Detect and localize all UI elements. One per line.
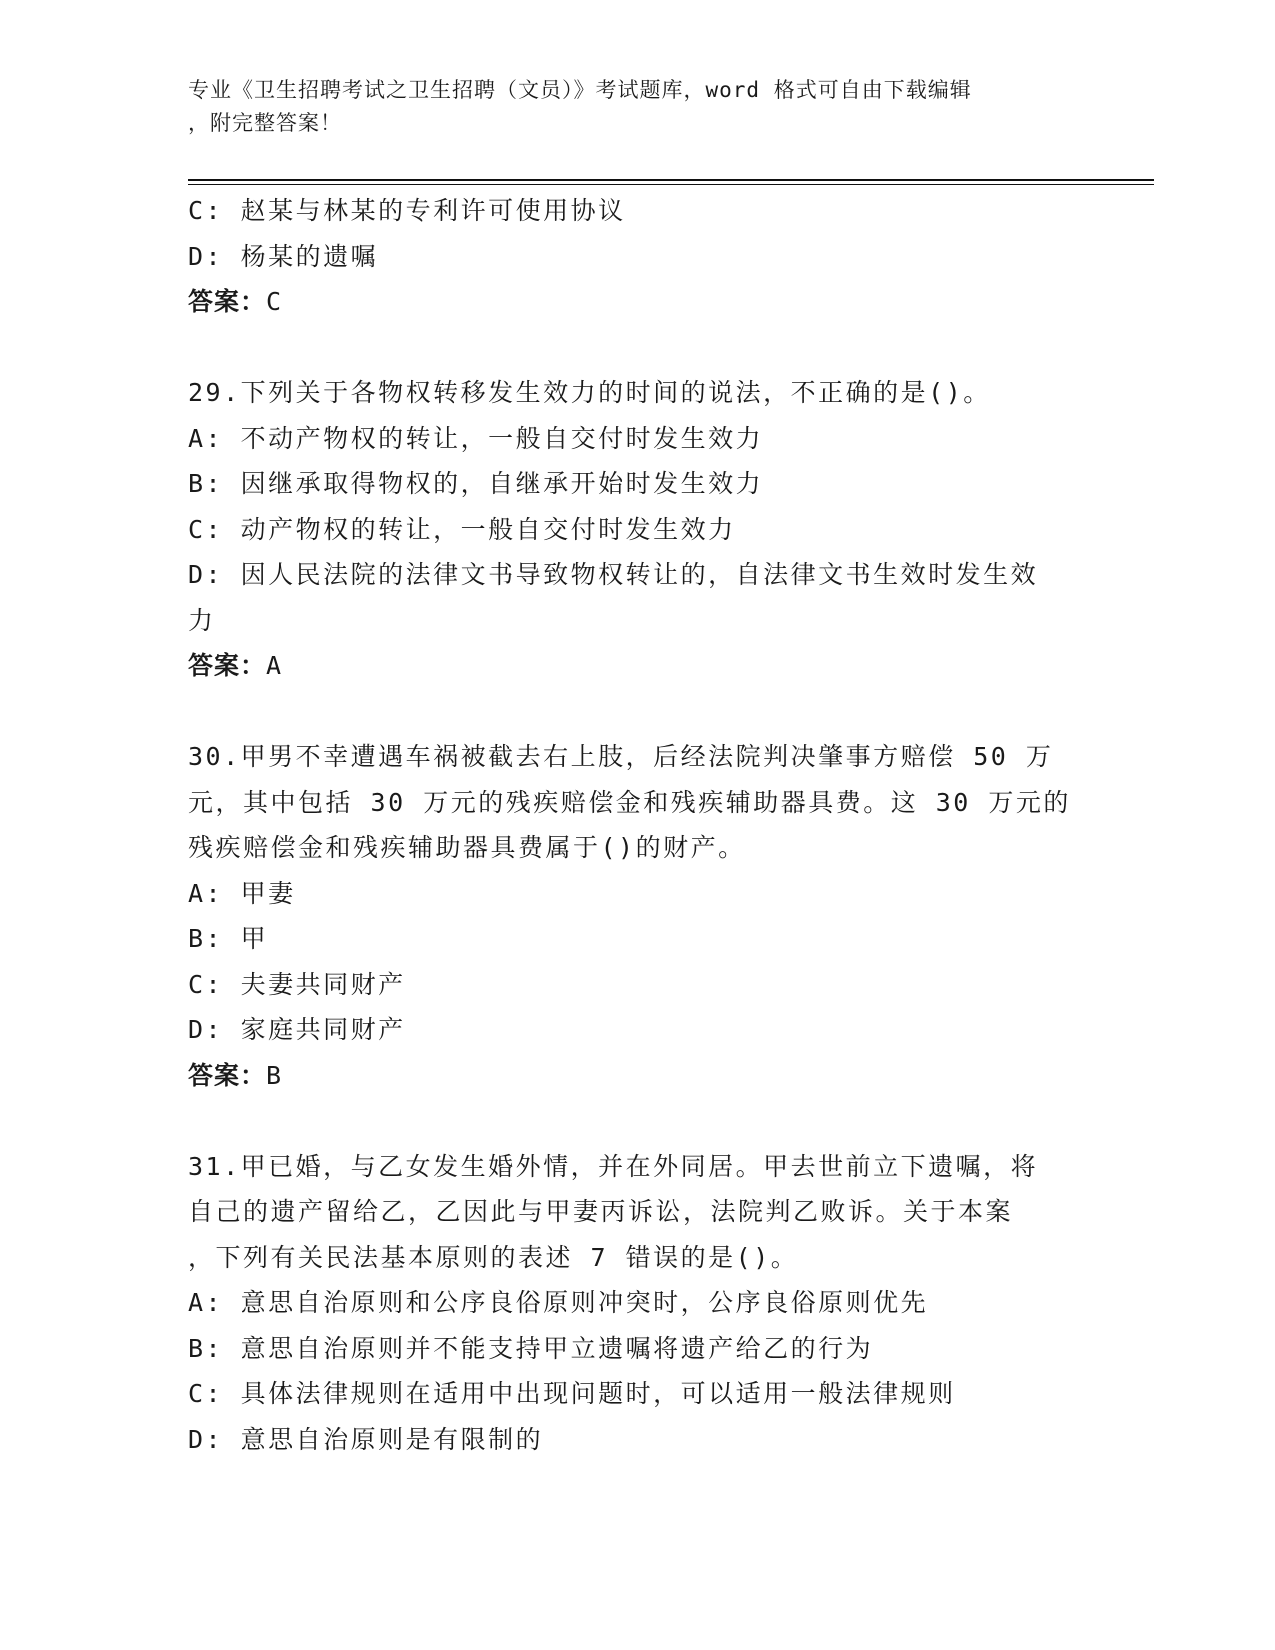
option-d: D: 杨某的遗嘱 <box>188 241 379 271</box>
header-line-2: ，附完整答案！ <box>188 111 342 135</box>
question-31 <box>188 1144 1068 1463</box>
spacer <box>188 325 1068 371</box>
answer-value: A <box>266 651 283 680</box>
option-b: B: 意思自治原则并不能支持甲立遗嘱将遗产给乙的行为 <box>188 1333 874 1363</box>
previous-question-tail <box>188 188 1068 325</box>
question-29 <box>188 370 1068 689</box>
option-c: C: 动产物权的转让，一般自交付时发生效力 <box>188 514 736 544</box>
answer-value: B <box>266 1060 283 1090</box>
option-c: C: 具体法律规则在适用中出现问题时，可以适用一般法律规则 <box>188 1379 956 1408</box>
answer-value: C <box>266 287 283 316</box>
option-c: C: 赵某与林某的专利许可使用协议 <box>188 196 626 225</box>
option-d: D: 家庭共同财产 <box>188 1015 406 1044</box>
header-rule-thick <box>188 179 1154 181</box>
answer-label: 答案： <box>188 287 267 316</box>
answer-label: 答案： <box>188 1060 267 1090</box>
option-a: A: 不动产物权的转让，一般自交付时发生效力 <box>188 423 764 453</box>
question-stem-line: 29.下列关于各物权转移发生效力的时间的说法，不正确的是()。 <box>188 378 991 407</box>
answer-line <box>188 1053 1068 1099</box>
header-rule-thin <box>188 184 1154 185</box>
question-stem-line: 元，其中包括 30 万元的残疾赔偿金和残疾辅助器具费。这 30 万元的 <box>188 787 1071 817</box>
option-b: B: 甲 <box>188 924 269 953</box>
question-stem-line: 30.甲男不幸遭遇车祸被截去右上肢，后经法院判决肇事方赔偿 50 万 <box>188 742 1054 771</box>
page-header <box>188 74 1088 140</box>
option-d: D: 因人民法院的法律文书导致物权转让的，自法律文书生效时发生效 <box>188 560 1039 589</box>
question-stem-line: 残疾赔偿金和残疾辅助器具费属于()的财产。 <box>188 833 746 862</box>
answer-label: 答案： <box>188 651 267 680</box>
header-line-1: 专业《卫生招聘考试之卫生招聘（文员）》考试题库，word 格式可自由下载编辑 <box>188 78 972 102</box>
answer-line <box>188 643 1068 689</box>
question-stem-line: ，下列有关民法基本原则的表述 7 错误的是()。 <box>188 1242 799 1272</box>
question-30 <box>188 734 1071 1098</box>
question-stem-line: 31.甲已婚，与乙女发生婚外情，并在外同居。甲去世前立下遗嘱，将 <box>188 1151 1039 1181</box>
spacer <box>188 1098 1068 1144</box>
option-d-continuation: 力 <box>188 605 216 635</box>
answer-line <box>188 279 1068 325</box>
option-a: A: 意思自治原则和公序良俗原则冲突时，公序良俗原则优先 <box>188 1288 929 1317</box>
spacer <box>188 689 1068 735</box>
option-a: A: 甲妻 <box>188 878 296 908</box>
document-body <box>188 188 1071 1462</box>
option-d: D: 意思自治原则是有限制的 <box>188 1424 544 1454</box>
option-c: C: 夫妻共同财产 <box>188 969 406 999</box>
option-b: B: 因继承取得物权的，自继承开始时发生效力 <box>188 469 764 498</box>
question-stem-line: 自己的遗产留给乙，乙因此与甲妻丙诉讼，法院判乙败诉。关于本案 <box>188 1197 1014 1226</box>
